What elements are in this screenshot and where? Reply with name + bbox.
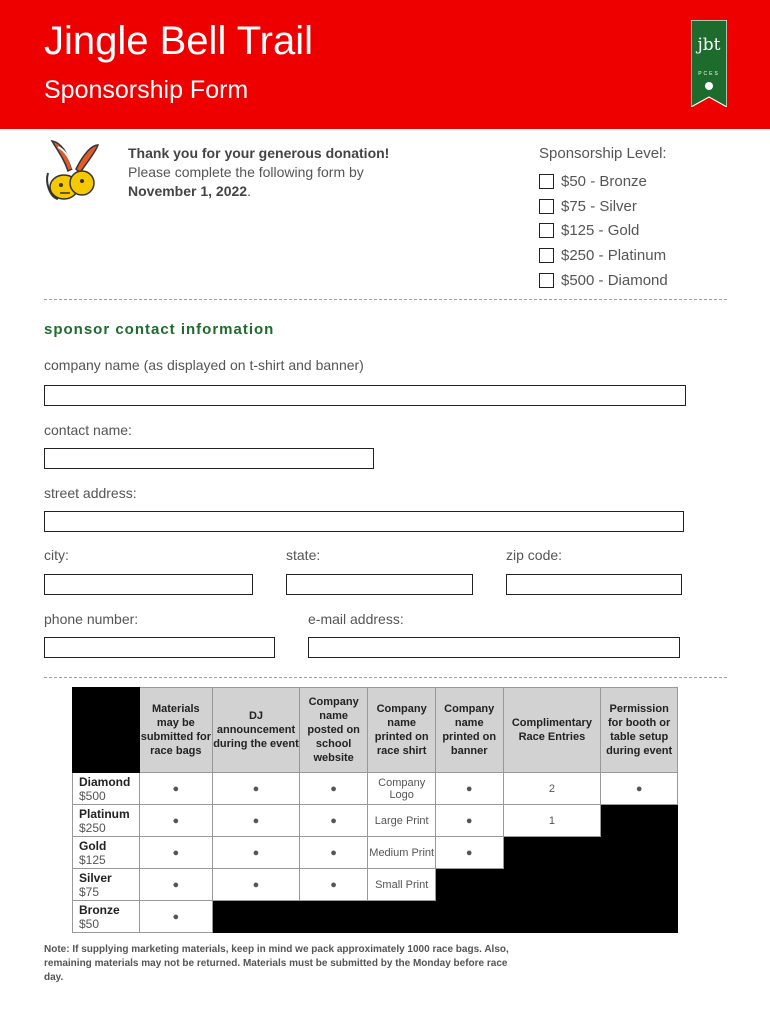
table-cell: Medium Print bbox=[368, 837, 436, 869]
table-cell-empty bbox=[213, 901, 678, 933]
table-row bbox=[73, 869, 678, 901]
company-name-field[interactable] bbox=[44, 385, 686, 406]
phone-number-label: phone number: bbox=[44, 611, 139, 627]
table-cell: ● bbox=[213, 805, 300, 837]
table-cell: ● bbox=[435, 773, 503, 805]
col-header-race-entries: Complimentary Race Entries bbox=[503, 688, 601, 773]
table-cell: ● bbox=[435, 805, 503, 837]
street-address-label: street address: bbox=[44, 485, 137, 501]
table-cell: ● bbox=[213, 869, 300, 901]
level-option-label: $50 - Bronze bbox=[561, 173, 647, 190]
col-header-website: Company name posted on school website bbox=[299, 688, 368, 773]
logo-text: jbt bbox=[697, 35, 721, 55]
table-cell: ● bbox=[139, 901, 213, 933]
intro-deadline: November 1, 2022 bbox=[128, 183, 248, 199]
col-header-shirt: Company name printed on race shirt bbox=[368, 688, 436, 773]
level-option-bronze[interactable] bbox=[539, 173, 647, 190]
table-cell: Small Print bbox=[368, 869, 436, 901]
city-label: city: bbox=[44, 547, 69, 563]
contact-section-heading: sponsor contact information bbox=[44, 321, 275, 338]
jbt-logo-icon bbox=[691, 20, 727, 107]
table-cell: ● bbox=[299, 805, 368, 837]
table-cell: 1 bbox=[503, 805, 601, 837]
table-row bbox=[73, 805, 678, 837]
table-cell: ● bbox=[139, 869, 213, 901]
table-cell-empty bbox=[503, 837, 678, 869]
row-header-diamond bbox=[73, 773, 140, 805]
table-cell: ● bbox=[139, 805, 213, 837]
footer-note: Note: If supplying marketing materials, keep in mind we pack approximately 1000 race bags. Also, remaining materials may not be returned. Materials must be submitted by the Monday before race day. bbox=[44, 944, 509, 983]
tier-name: Platinum bbox=[79, 806, 130, 821]
bronze-checkbox[interactable] bbox=[539, 174, 554, 189]
table-cell: ● bbox=[299, 773, 368, 805]
table-cell: ● bbox=[299, 869, 368, 901]
header-banner bbox=[0, 0, 770, 129]
table-row bbox=[73, 901, 678, 933]
diamond-checkbox[interactable] bbox=[539, 273, 554, 288]
tier-price: $250 bbox=[79, 820, 106, 835]
level-option-label: $500 - Diamond bbox=[561, 272, 668, 289]
phone-number-field[interactable] bbox=[44, 637, 275, 658]
sponsorship-level-label: Sponsorship Level: bbox=[539, 145, 667, 162]
tier-price: $500 bbox=[79, 788, 106, 803]
table-cell: ● bbox=[213, 837, 300, 869]
silver-checkbox[interactable] bbox=[539, 199, 554, 214]
intro-deadline-suffix: . bbox=[247, 183, 251, 199]
level-option-platinum[interactable] bbox=[539, 247, 666, 264]
tier-name: Diamond bbox=[79, 774, 131, 789]
table-cell: ● bbox=[435, 837, 503, 869]
divider bbox=[44, 299, 727, 300]
level-option-gold[interactable] bbox=[539, 222, 639, 239]
table-cell: Company Logo bbox=[368, 773, 436, 805]
row-header-bronze bbox=[73, 901, 140, 933]
intro-bold-line: Thank you for your generous donation! bbox=[128, 145, 390, 161]
email-address-label: e-mail address: bbox=[308, 611, 404, 627]
street-address-field[interactable] bbox=[44, 511, 684, 532]
level-option-diamond[interactable] bbox=[539, 272, 668, 289]
table-cell: ● bbox=[139, 773, 213, 805]
city-field[interactable] bbox=[44, 574, 253, 595]
col-header-banner: Company name printed on banner bbox=[435, 688, 503, 773]
rabbit-mascot-icon bbox=[42, 139, 100, 205]
page-title: Jingle Bell Trail bbox=[44, 19, 314, 63]
intro-line2: Please complete the following form by bbox=[128, 164, 364, 180]
email-address-field[interactable] bbox=[308, 637, 680, 658]
col-header-dj: DJ announcement during the event bbox=[213, 688, 300, 773]
contact-name-field[interactable] bbox=[44, 448, 374, 469]
table-cell-empty bbox=[601, 805, 678, 837]
tier-name: Gold bbox=[79, 838, 107, 853]
row-header-platinum bbox=[73, 805, 140, 837]
table-cell: ● bbox=[601, 773, 678, 805]
tier-price: $50 bbox=[79, 916, 100, 931]
gold-checkbox[interactable] bbox=[539, 223, 554, 238]
level-option-label: $250 - Platinum bbox=[561, 247, 667, 264]
contact-name-label: contact name: bbox=[44, 422, 132, 438]
col-header-booth: Permission for booth or table setup during event bbox=[601, 688, 678, 773]
level-option-silver[interactable] bbox=[539, 198, 637, 215]
level-option-label: $75 - Silver bbox=[561, 198, 637, 215]
table-cell: ● bbox=[139, 837, 213, 869]
table-header-row bbox=[73, 688, 678, 773]
logo-subtext: PCES bbox=[698, 71, 720, 77]
state-field[interactable] bbox=[286, 574, 473, 595]
page-subtitle: Sponsorship Form bbox=[44, 76, 249, 104]
company-name-label: company name (as displayed on t-shirt and banner) bbox=[44, 357, 364, 373]
intro-text bbox=[128, 144, 448, 201]
table-row bbox=[73, 837, 678, 869]
tier-price: $125 bbox=[79, 852, 106, 867]
zip-code-label: zip code: bbox=[506, 547, 563, 563]
table-cell-empty bbox=[435, 869, 677, 901]
table-row bbox=[73, 773, 678, 805]
zip-code-field[interactable] bbox=[506, 574, 682, 595]
tier-name: Silver bbox=[79, 870, 112, 885]
table-cell: ● bbox=[299, 837, 368, 869]
level-option-label: $125 - Gold bbox=[561, 222, 640, 239]
state-label: state: bbox=[286, 547, 321, 563]
tier-price: $75 bbox=[79, 884, 100, 899]
table-cell: Large Print bbox=[368, 805, 436, 837]
platinum-checkbox[interactable] bbox=[539, 248, 554, 263]
divider bbox=[44, 677, 727, 678]
col-header-materials: Materials may be submitted for race bags bbox=[139, 688, 213, 773]
table-cell: 2 bbox=[503, 773, 601, 805]
benefits-table bbox=[72, 687, 678, 933]
tier-name: Bronze bbox=[79, 902, 120, 917]
row-header-silver bbox=[73, 869, 140, 901]
table-corner bbox=[73, 688, 140, 773]
table-cell: ● bbox=[213, 773, 300, 805]
row-header-gold bbox=[73, 837, 140, 869]
